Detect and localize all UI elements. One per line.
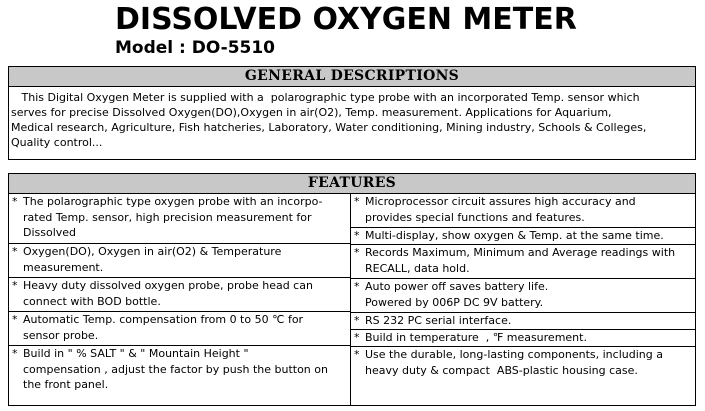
bullet-marker: *	[12, 347, 18, 360]
feature-cell	[9, 194, 350, 244]
feature-text: Oxygen(DO), Oxygen in air(O2) & Temperature measurement.	[23, 245, 282, 274]
bullet-marker: *	[12, 245, 18, 258]
feature-text: Microprocessor circuit assures high accuracy and provides special functions and features.	[365, 195, 636, 224]
features-table	[9, 194, 695, 406]
feature-cell	[351, 347, 695, 406]
features-section	[8, 173, 696, 406]
bullet-marker: *	[354, 195, 360, 208]
bullet-marker: *	[354, 348, 360, 361]
bullet-marker: *	[12, 279, 18, 292]
feature-text: Records Maximum, Minimum and Average readings with RECALL, data hold.	[365, 246, 676, 275]
feature-cell	[9, 278, 350, 312]
feature-text: Multi-display, show oxygen & Temp. at the same time.	[365, 229, 664, 242]
feature-text: Build in temperature , ℉ measurement.	[365, 331, 587, 344]
feature-text: RS 232 PC serial interface.	[365, 314, 512, 327]
feature-cell	[9, 244, 350, 278]
general-descriptions-heading: GENERAL DESCRIPTIONS	[9, 67, 695, 87]
feature-text: Build in " % SALT " & " Mountain Height " compensation , adjust the factor by push the button on the front panel.	[23, 347, 328, 391]
feature-text: Use the durable, long-lasting components, including a heavy duty & compact ABS-plastic housing case.	[365, 348, 663, 377]
feature-cell	[351, 313, 695, 330]
feature-cell	[9, 312, 350, 346]
bullet-marker: *	[354, 246, 360, 259]
feature-text: Automatic Temp. compensation from 0 to 50 ℃ for sensor probe.	[23, 313, 304, 342]
bullet-marker: *	[354, 229, 360, 242]
bullet-marker: *	[12, 313, 18, 326]
feature-cell	[351, 330, 695, 347]
bullet-marker: *	[354, 331, 360, 344]
bullet-marker: *	[12, 195, 18, 208]
bullet-marker: *	[354, 314, 360, 327]
general-descriptions-section	[8, 66, 696, 160]
bullet-marker: *	[354, 280, 360, 293]
features-heading: FEATURES	[9, 174, 695, 194]
model-number: Model : DO-5510	[115, 38, 276, 58]
feature-text: Heavy duty dissolved oxygen probe, probe head can connect with BOD bottle.	[23, 279, 313, 308]
feature-cell	[351, 194, 695, 228]
page-title: DISSOLVED OXYGEN METER	[115, 2, 577, 37]
feature-cell	[351, 245, 695, 279]
feature-cell	[351, 279, 695, 313]
general-descriptions-text: This Digital Oxygen Meter is supplied with a polarographic type probe with an incorporated Temp. sensor which serves for precise Dissolved Oxygen(DO),Oxygen in air(O2), Temp. measurement. Applications for Aquarium, Medical research, Agriculture, Fish hatcheries, Laboratory, Water conditioning, Mining industry, Schools & Colleges, Quality control...	[11, 91, 647, 149]
feature-cell	[351, 228, 695, 245]
feature-text: Auto power off saves battery life. Powered by 006P DC 9V battery.	[365, 280, 549, 309]
feature-cell	[9, 346, 350, 406]
feature-text: The polarographic type oxygen probe with an incorpo- rated Temp. sensor, high precision measurement for Dissolved	[23, 195, 323, 239]
